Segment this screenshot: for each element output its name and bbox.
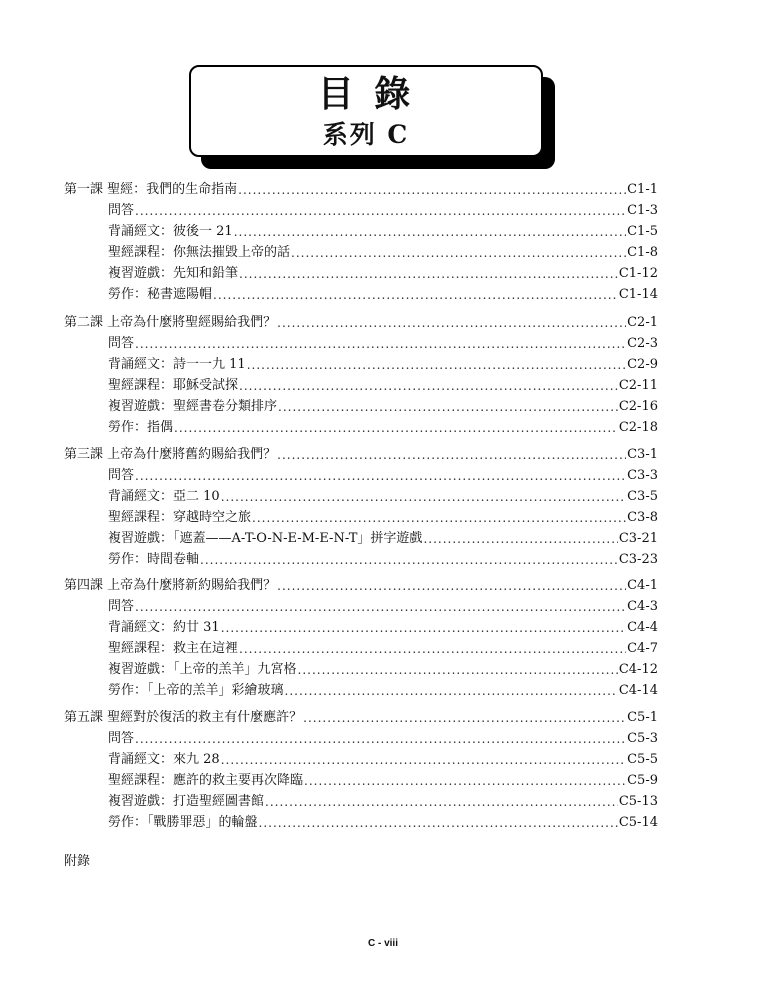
- toc-entry[interactable]: [108, 681, 658, 701]
- toc-entry-label: 勞作：時間卷軸: [108, 552, 200, 567]
- toc-leader-dots: [277, 576, 626, 596]
- toc-page-number: C4-12: [618, 662, 658, 677]
- toc-lesson-heading[interactable]: [64, 576, 658, 596]
- toc-leader-dots: [252, 508, 626, 528]
- toc-lesson-heading[interactable]: [64, 180, 658, 200]
- toc-entry-label: 問答: [108, 336, 135, 351]
- toc-entry-label: 複習遊戲：「上帝的羔羊」九宮格: [108, 662, 297, 677]
- toc-page-number: C1-12: [618, 266, 658, 281]
- toc-lesson-heading[interactable]: [64, 313, 658, 333]
- toc-leader-dots: [200, 550, 618, 570]
- toc-page-number: C4-3: [627, 599, 658, 614]
- toc-entry-label: 背誦經文：約廿 31: [108, 620, 220, 635]
- toc-leader-dots: [277, 313, 626, 333]
- toc-page-number: C1-3: [627, 203, 658, 218]
- toc-entry-label: 複習遊戲：聖經書卷分類排序: [108, 399, 278, 414]
- toc-entry[interactable]: [108, 418, 658, 438]
- toc-leader-dots: [135, 466, 626, 486]
- toc-leader-dots: [278, 397, 618, 417]
- toc-entry-label: 勞作：指偶: [108, 420, 174, 435]
- toc-heading-label: 第五課 聖經對於復活的救主有什麼應許？: [64, 710, 303, 725]
- toc-page-number: C5-13: [618, 794, 658, 809]
- series-subtitle: 系列 C: [322, 120, 410, 149]
- toc-leader-dots: [423, 529, 617, 549]
- page-footer-number: C - viii: [367, 938, 398, 949]
- toc-leader-dots: [291, 243, 626, 263]
- toc-leader-dots: [234, 222, 626, 242]
- toc-lesson-heading[interactable]: [64, 708, 658, 728]
- page-title: 目 錄: [317, 74, 415, 115]
- toc-page-number: C5-1: [627, 710, 658, 725]
- toc-leader-dots: [239, 376, 618, 396]
- toc-leader-dots: [239, 264, 618, 284]
- toc-entry-label: 聖經課程：應許的救主要再次降臨: [108, 773, 304, 788]
- toc-leader-dots: [213, 285, 618, 305]
- toc-entry[interactable]: [108, 597, 658, 617]
- toc-page-number: C1-14: [618, 287, 658, 302]
- toc-leader-dots: [221, 487, 626, 507]
- toc-entry[interactable]: [108, 550, 658, 570]
- toc-entry-label: 勞作：「上帝的羔羊」彩繪玻璃: [108, 683, 284, 698]
- toc-entry-label: 勞作：「戰勝罪惡」的輪盤: [108, 815, 258, 830]
- toc-entry-label: 聖經課程：耶穌受試探: [108, 378, 239, 393]
- toc-entry[interactable]: [108, 660, 658, 680]
- toc-leader-dots: [303, 708, 626, 728]
- toc-entry-label: 背誦經文：來九 28: [108, 752, 220, 767]
- toc-entry[interactable]: [108, 729, 658, 749]
- toc-page-number: C3-8: [627, 510, 658, 525]
- toc-page-number: C5-14: [618, 815, 658, 830]
- toc-entry[interactable]: [108, 529, 658, 549]
- toc-entry-label: 複習遊戲：打造聖經圖書館: [108, 794, 265, 809]
- toc-entry[interactable]: [108, 618, 658, 638]
- toc-page-number: C5-5: [627, 752, 658, 767]
- toc-page-number: C4-1: [627, 578, 658, 593]
- toc-leader-dots: [135, 729, 626, 749]
- toc-leader-dots: [238, 180, 626, 200]
- toc-page-number: C2-1: [627, 315, 658, 330]
- toc-page-number: C1-8: [627, 245, 658, 260]
- toc-entry-label: 問答: [108, 599, 135, 614]
- toc-leader-dots: [304, 771, 626, 791]
- toc-entry[interactable]: [108, 792, 658, 812]
- toc-entry-label: 背誦經文：詩一一九 11: [108, 357, 246, 372]
- toc-entry[interactable]: [108, 376, 658, 396]
- toc-entry-label: 複習遊戲：「遮蓋——A-T-O-N-E-M-E-N-T」拼字遊戲: [108, 531, 423, 546]
- toc-leader-dots: [239, 639, 626, 659]
- toc-page-number: C2-3: [627, 336, 658, 351]
- toc-entry[interactable]: [108, 243, 658, 263]
- toc-leader-dots: [265, 792, 618, 812]
- toc-entry-label: 背誦經文：亞二 10: [108, 489, 220, 504]
- toc-leader-dots: [174, 418, 618, 438]
- toc-heading-label: 第一課 聖經：我們的生命指南: [64, 182, 238, 197]
- toc-page-number: C3-23: [618, 552, 658, 567]
- toc-entry[interactable]: [108, 813, 658, 833]
- toc-entry[interactable]: [108, 487, 658, 507]
- toc-leader-dots: [298, 660, 618, 680]
- toc-page-number: C4-14: [618, 683, 658, 698]
- toc-entry-label: 勞作：秘書遮陽帽: [108, 287, 213, 302]
- toc-heading-label: 第三課 上帝為什麼將舊約賜給我們？: [64, 447, 277, 462]
- toc-entry[interactable]: [108, 639, 658, 659]
- toc-page-number: C1-1: [627, 182, 658, 197]
- toc-entry[interactable]: [108, 222, 658, 242]
- toc-leader-dots: [135, 334, 626, 354]
- toc-entry-label: 聖經課程：穿越時空之旅: [108, 510, 252, 525]
- toc-entry-label: 背誦經文：彼後一 21: [108, 224, 233, 239]
- toc-leader-dots: [285, 681, 618, 701]
- toc-page-number: C3-21: [618, 531, 658, 546]
- toc-entry[interactable]: [108, 201, 658, 221]
- toc-entry-label: 問答: [108, 731, 135, 746]
- toc-page-number: C3-1: [627, 447, 658, 462]
- toc-leader-dots: [221, 750, 626, 770]
- toc-entry[interactable]: [108, 750, 658, 770]
- toc-entry[interactable]: [108, 771, 658, 791]
- toc-leader-dots: [135, 597, 626, 617]
- toc-entry[interactable]: [108, 334, 658, 354]
- toc-entry[interactable]: [108, 264, 658, 284]
- toc-leader-dots: [247, 355, 626, 375]
- toc-entry-label: 問答: [108, 468, 135, 483]
- toc-page-number: C4-7: [627, 641, 658, 656]
- toc-heading-label: 第二課 上帝為什麼將聖經賜給我們？: [64, 315, 277, 330]
- appendix-heading[interactable]: 附錄: [64, 854, 91, 869]
- toc-entry-label: 問答: [108, 203, 135, 218]
- toc-entry-label: 複習遊戲：先知和鉛筆: [108, 266, 239, 281]
- toc-page-number: C2-9: [627, 357, 658, 372]
- toc-page-number: C2-16: [618, 399, 658, 414]
- toc-entry[interactable]: [108, 397, 658, 417]
- toc-entry[interactable]: [108, 355, 658, 375]
- toc-entry-label: 聖經課程：你無法摧毀上帝的話: [108, 245, 291, 260]
- toc-page-number: C2-11: [618, 378, 658, 393]
- toc-leader-dots: [135, 201, 626, 221]
- toc-entry-label: 聖經課程：救主在這裡: [108, 641, 239, 656]
- toc-entry[interactable]: [108, 285, 658, 305]
- toc-page-number: C3-5: [627, 489, 658, 504]
- toc-page-number: C1-5: [627, 224, 658, 239]
- toc-page-number: C3-3: [627, 468, 658, 483]
- toc-page-number: C5-9: [627, 773, 658, 788]
- toc-leader-dots: [277, 445, 626, 465]
- toc-lesson-heading[interactable]: [64, 445, 658, 465]
- toc-page-number: C2-18: [618, 420, 658, 435]
- title-box: [189, 65, 543, 157]
- toc-heading-label: 第四課 上帝為什麼將新約賜給我們？: [64, 578, 277, 593]
- toc-leader-dots: [221, 618, 626, 638]
- toc-page-number: C5-3: [627, 731, 658, 746]
- toc-leader-dots: [259, 813, 618, 833]
- toc-entry[interactable]: [108, 466, 658, 486]
- toc-page-number: C4-4: [627, 620, 658, 635]
- toc-entry[interactable]: [108, 508, 658, 528]
